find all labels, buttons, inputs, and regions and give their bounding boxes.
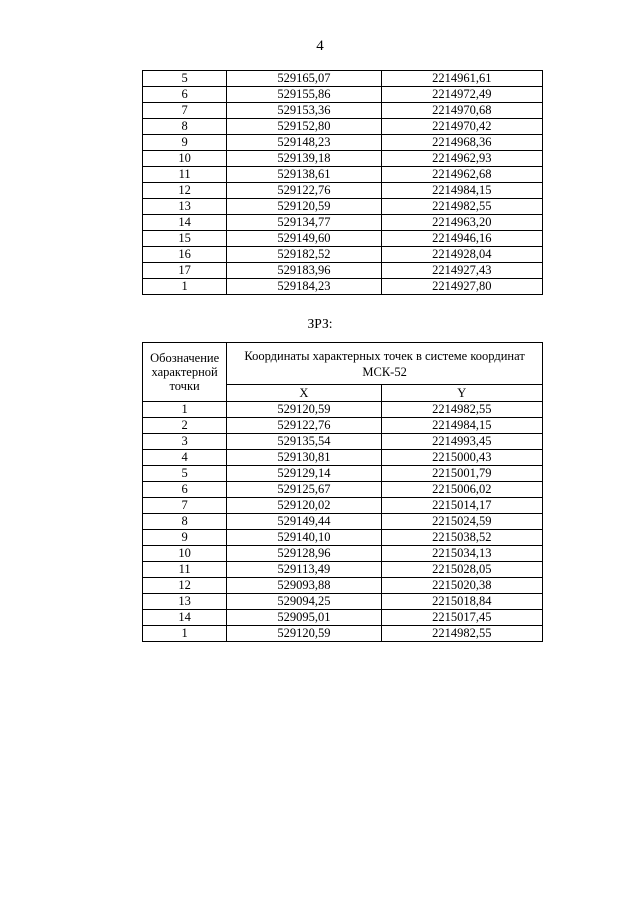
point-number-cell: 1 (143, 279, 227, 295)
y-coordinate-cell: 2214984,15 (381, 183, 542, 199)
point-number-cell: 7 (143, 103, 227, 119)
x-coordinate-cell: 529095,01 (227, 610, 381, 626)
point-number-cell: 11 (143, 562, 227, 578)
point-number-cell: 2 (143, 418, 227, 434)
y-coordinate-cell: 2215020,38 (381, 578, 542, 594)
y-coordinate-cell: 2215017,45 (381, 610, 542, 626)
x-coordinate-cell: 529120,59 (227, 626, 381, 642)
x-coordinate-cell: 529122,76 (227, 183, 381, 199)
point-number-cell: 7 (143, 498, 227, 514)
header-x: X (227, 385, 381, 402)
point-number-cell: 15 (143, 231, 227, 247)
point-number-cell: 1 (143, 402, 227, 418)
y-coordinate-cell: 2214970,68 (381, 103, 542, 119)
y-coordinate-cell: 2215034,13 (381, 546, 542, 562)
table-row (143, 87, 543, 103)
table-row (143, 215, 543, 231)
y-coordinate-cell: 2215006,02 (381, 482, 542, 498)
table-row (143, 199, 543, 215)
point-number-cell: 8 (143, 514, 227, 530)
coordinates-table-continued (142, 70, 543, 295)
x-coordinate-cell: 529184,23 (227, 279, 381, 295)
table-row (143, 183, 543, 199)
x-coordinate-cell: 529135,54 (227, 434, 381, 450)
y-coordinate-cell: 2214982,55 (381, 199, 542, 215)
point-number-cell: 12 (143, 183, 227, 199)
x-coordinate-cell: 529149,44 (227, 514, 381, 530)
y-coordinate-cell: 2214984,15 (381, 418, 542, 434)
y-coordinate-cell: 2215024,59 (381, 514, 542, 530)
y-coordinate-cell: 2214927,80 (381, 279, 542, 295)
header-coordinates: Координаты характерных точек в системе координат МСК-52 (227, 343, 543, 385)
table-row (143, 434, 543, 450)
x-coordinate-cell: 529148,23 (227, 135, 381, 151)
table-row (143, 610, 543, 626)
point-number-cell: 1 (143, 626, 227, 642)
table-row (143, 151, 543, 167)
x-coordinate-cell: 529165,07 (227, 71, 381, 87)
y-coordinate-cell: 2214963,20 (381, 215, 542, 231)
table-row (143, 135, 543, 151)
table-row (143, 263, 543, 279)
point-number-cell: 11 (143, 167, 227, 183)
point-number-cell: 5 (143, 71, 227, 87)
table-row (143, 626, 543, 642)
table-row (143, 402, 543, 418)
table-row (143, 418, 543, 434)
y-coordinate-cell: 2214962,93 (381, 151, 542, 167)
y-coordinate-cell: 2215000,43 (381, 450, 542, 466)
y-coordinate-cell: 2215018,84 (381, 594, 542, 610)
point-number-cell: 6 (143, 482, 227, 498)
y-coordinate-cell: 2215038,52 (381, 530, 542, 546)
x-coordinate-cell: 529138,61 (227, 167, 381, 183)
x-coordinate-cell: 529120,59 (227, 199, 381, 215)
point-number-cell: 17 (143, 263, 227, 279)
point-number-cell: 10 (143, 546, 227, 562)
y-coordinate-cell: 2214982,55 (381, 626, 542, 642)
table-row (143, 546, 543, 562)
table-row (143, 498, 543, 514)
point-number-cell: 5 (143, 466, 227, 482)
y-coordinate-cell: 2214962,68 (381, 167, 542, 183)
table-row (143, 482, 543, 498)
y-coordinate-cell: 2215028,05 (381, 562, 542, 578)
point-number-cell: 9 (143, 530, 227, 546)
point-number-cell: 14 (143, 610, 227, 626)
x-coordinate-cell: 529140,10 (227, 530, 381, 546)
table-row (143, 247, 543, 263)
point-number-cell: 8 (143, 119, 227, 135)
header-y: Y (381, 385, 542, 402)
x-coordinate-cell: 529125,67 (227, 482, 381, 498)
x-coordinate-cell: 529183,96 (227, 263, 381, 279)
x-coordinate-cell: 529094,25 (227, 594, 381, 610)
table-row (143, 167, 543, 183)
x-coordinate-cell: 529129,14 (227, 466, 381, 482)
point-number-cell: 13 (143, 594, 227, 610)
y-coordinate-cell: 2214946,16 (381, 231, 542, 247)
y-coordinate-cell: 2214968,36 (381, 135, 542, 151)
y-coordinate-cell: 2214927,43 (381, 263, 542, 279)
x-coordinate-cell: 529134,77 (227, 215, 381, 231)
point-number-cell: 4 (143, 450, 227, 466)
section-label: ЗРЗ: (307, 316, 333, 331)
table-header (143, 343, 543, 402)
x-coordinate-cell: 529153,36 (227, 103, 381, 119)
table-row (143, 578, 543, 594)
zrz-table-body (143, 402, 543, 642)
table-row (143, 514, 543, 530)
table-row (143, 279, 543, 295)
point-number-cell: 6 (143, 87, 227, 103)
table-row (143, 103, 543, 119)
point-number-cell: 12 (143, 578, 227, 594)
zrz-coordinates-table (142, 342, 543, 642)
table-row (143, 530, 543, 546)
x-coordinate-cell: 529120,02 (227, 498, 381, 514)
x-coordinate-cell: 529182,52 (227, 247, 381, 263)
x-coordinate-cell: 529149,60 (227, 231, 381, 247)
table-row (143, 466, 543, 482)
header-designation: Обозначение характерной точки (143, 343, 227, 402)
y-coordinate-cell: 2215014,17 (381, 498, 542, 514)
x-coordinate-cell: 529139,18 (227, 151, 381, 167)
point-number-cell: 9 (143, 135, 227, 151)
table-row (143, 450, 543, 466)
point-number-cell: 16 (143, 247, 227, 263)
table-row (143, 231, 543, 247)
x-coordinate-cell: 529120,59 (227, 402, 381, 418)
point-number-cell: 10 (143, 151, 227, 167)
page-number: 4 (316, 38, 324, 54)
y-coordinate-cell: 2214972,49 (381, 87, 542, 103)
coordinates-table-body (143, 71, 543, 295)
x-coordinate-cell: 529093,88 (227, 578, 381, 594)
table-row (143, 71, 543, 87)
table-row (143, 594, 543, 610)
x-coordinate-cell: 529122,76 (227, 418, 381, 434)
y-coordinate-cell: 2214928,04 (381, 247, 542, 263)
y-coordinate-cell: 2214982,55 (381, 402, 542, 418)
x-coordinate-cell: 529128,96 (227, 546, 381, 562)
y-coordinate-cell: 2214961,61 (381, 71, 542, 87)
point-number-cell: 3 (143, 434, 227, 450)
x-coordinate-cell: 529113,49 (227, 562, 381, 578)
table-row (143, 562, 543, 578)
table-row (143, 119, 543, 135)
y-coordinate-cell: 2214993,45 (381, 434, 542, 450)
y-coordinate-cell: 2215001,79 (381, 466, 542, 482)
x-coordinate-cell: 529155,86 (227, 87, 381, 103)
point-number-cell: 13 (143, 199, 227, 215)
point-number-cell: 14 (143, 215, 227, 231)
x-coordinate-cell: 529152,80 (227, 119, 381, 135)
x-coordinate-cell: 529130,81 (227, 450, 381, 466)
y-coordinate-cell: 2214970,42 (381, 119, 542, 135)
